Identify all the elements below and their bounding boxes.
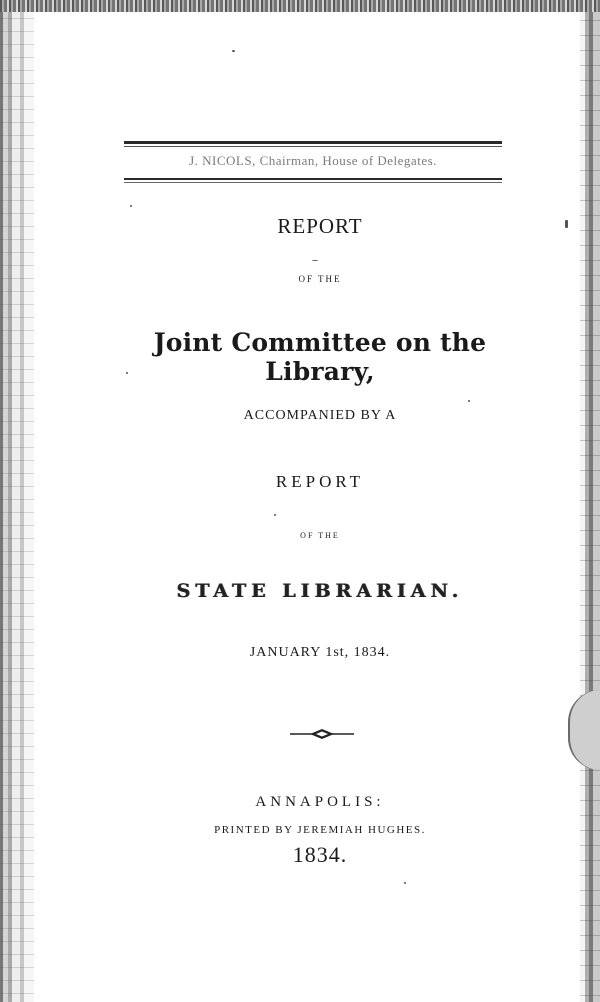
scan-edge-right	[580, 12, 600, 1002]
imprint-printer: PRINTED BY JEREMIAH HUGHES.	[214, 824, 426, 836]
header-rule-bottom-thin	[124, 182, 502, 183]
accompanied-by: ACCOMPANIED BY A	[243, 408, 397, 423]
committee-title: Joint Committee on the Library,	[153, 328, 487, 386]
page-tab-marker	[568, 690, 600, 770]
paper-speck	[468, 400, 470, 402]
report-second: REPORT	[275, 472, 365, 491]
report-date: JANUARY 1st, 1834.	[249, 645, 391, 660]
paper-speck	[130, 205, 132, 207]
paper-speck	[565, 220, 568, 228]
scan-edge-top	[0, 0, 600, 12]
header-rule-bottom	[124, 178, 502, 180]
header-strip: J. NICOLS, Chairman, House of Delegates.	[189, 153, 437, 168]
printer-ornament-icon	[290, 727, 354, 741]
paper-speck	[312, 260, 318, 261]
paper-speck	[404, 882, 406, 884]
of-the-first: OF THE	[298, 274, 342, 284]
imprint-year: 1834.	[292, 842, 348, 867]
paper-speck	[126, 372, 128, 374]
scan-edge-left	[0, 12, 34, 1002]
imprint-place: ANNAPOLIS:	[255, 794, 385, 810]
of-the-second: OF THE	[300, 531, 340, 540]
header-rule-top-thin	[124, 146, 502, 147]
state-librarian-title: STATE LIBRARIAN.	[176, 580, 464, 602]
paper-speck	[274, 514, 276, 516]
title-report: REPORT	[277, 214, 363, 238]
paper-speck	[232, 50, 235, 52]
header-rule-top	[124, 141, 502, 144]
